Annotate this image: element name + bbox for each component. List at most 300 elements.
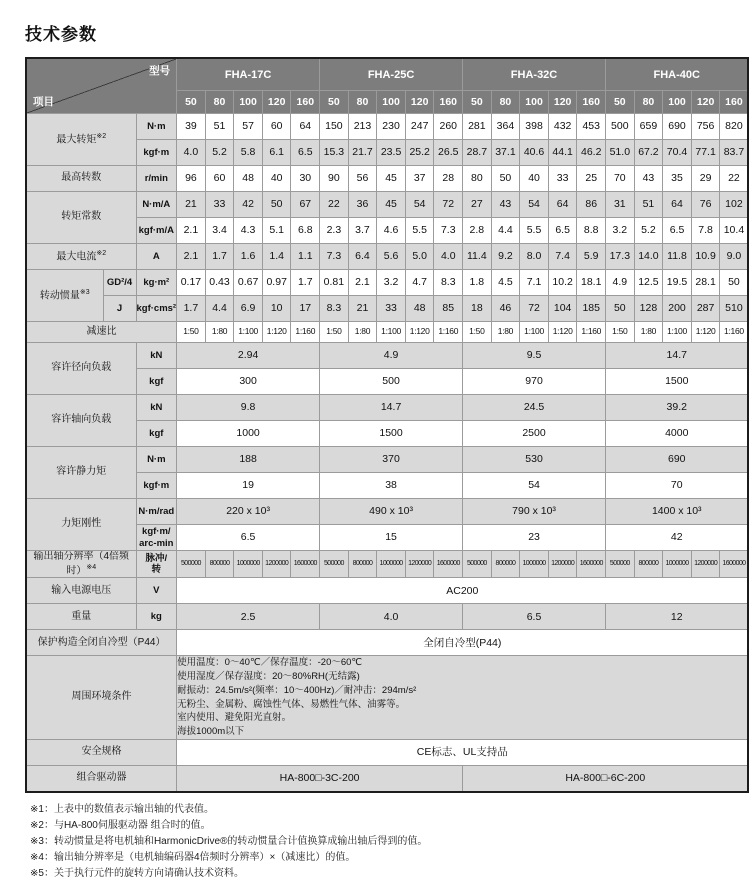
ratio-header: 160 bbox=[434, 91, 463, 114]
spec-cell: 185 bbox=[577, 296, 606, 322]
ratio-header: 80 bbox=[348, 91, 377, 114]
row-label: 容许轴向负载 bbox=[26, 395, 136, 447]
spec-cell: 1200000 bbox=[548, 551, 577, 578]
spec-cell: 42 bbox=[606, 525, 749, 551]
spec-cell: 19.5 bbox=[663, 270, 692, 296]
row-unit: kgf·m/A bbox=[136, 218, 177, 244]
footnote-3: ※3：转动惯量是将电机轴和HarmonicDrive®的转动惯量合计值换算成输出轴后得到的值。 bbox=[30, 835, 428, 847]
row-sublabel: J bbox=[103, 296, 136, 322]
spec-cell: 14.7 bbox=[606, 343, 749, 369]
row-unit: N·m bbox=[136, 114, 177, 140]
spec-cell: 23 bbox=[463, 525, 606, 551]
spec-cell: 25.2 bbox=[405, 140, 434, 166]
spec-cell: 2.1 bbox=[177, 218, 206, 244]
spec-cell: 29 bbox=[691, 166, 720, 192]
spec-cell: 1:80 bbox=[348, 322, 377, 343]
corner-model-label: 型号 bbox=[149, 65, 171, 77]
spec-cell: 1500 bbox=[606, 369, 749, 395]
row-unit: kgf·m bbox=[136, 140, 177, 166]
spec-cell: 690 bbox=[606, 447, 749, 473]
spec-cell: 57 bbox=[234, 114, 263, 140]
row-unit: kgf bbox=[136, 369, 177, 395]
spec-cell: 5.2 bbox=[205, 140, 234, 166]
spec-cell: 1:160 bbox=[720, 322, 749, 343]
row-unit: r/min bbox=[136, 166, 177, 192]
spec-cell: 72 bbox=[434, 192, 463, 218]
ratio-header: 50 bbox=[320, 91, 349, 114]
spec-cell: 6.8 bbox=[291, 218, 320, 244]
spec-cell: 6.5 bbox=[548, 218, 577, 244]
spec-cell: 4.9 bbox=[320, 343, 463, 369]
spec-cell: 1000000 bbox=[377, 551, 406, 578]
row-label: 容许径向负载 bbox=[26, 343, 136, 395]
ratio-header: 50 bbox=[177, 91, 206, 114]
row-unit: kgf·m bbox=[136, 473, 177, 499]
spec-cell: 500000 bbox=[606, 551, 635, 578]
spec-cell: 0.17 bbox=[177, 270, 206, 296]
spec-cell: 1:100 bbox=[520, 322, 549, 343]
spec-cell: 188 bbox=[177, 447, 320, 473]
row-unit: kgf·m/ arc-min bbox=[136, 525, 177, 551]
spec-cell: 24.5 bbox=[463, 395, 606, 421]
spec-cell: 10.4 bbox=[720, 218, 749, 244]
spec-cell: 510 bbox=[720, 296, 749, 322]
row-unit: N·m/A bbox=[136, 192, 177, 218]
spec-cell: 1:100 bbox=[234, 322, 263, 343]
spec-cell: 150 bbox=[320, 114, 349, 140]
spec-cell: 4.7 bbox=[405, 270, 434, 296]
spec-cell: 48 bbox=[234, 166, 263, 192]
ratio-header: 80 bbox=[205, 91, 234, 114]
spec-cell: 19 bbox=[177, 473, 320, 499]
spec-cell: 128 bbox=[634, 296, 663, 322]
spec-cell: 2.3 bbox=[320, 218, 349, 244]
spec-cell: 7.1 bbox=[520, 270, 549, 296]
spec-cell: 1:80 bbox=[491, 322, 520, 343]
spec-cell: 17 bbox=[291, 296, 320, 322]
spec-cell: 2.1 bbox=[348, 270, 377, 296]
spec-cell: 4.4 bbox=[205, 296, 234, 322]
spec-cell: 659 bbox=[634, 114, 663, 140]
spec-cell: 490 x 10³ bbox=[320, 499, 463, 525]
row-unit: kgf bbox=[136, 421, 177, 447]
spec-cell: 7.3 bbox=[320, 244, 349, 270]
spec-cell: 40 bbox=[262, 166, 291, 192]
spec-cell: 76 bbox=[691, 192, 720, 218]
spec-cell: 46.2 bbox=[577, 140, 606, 166]
spec-cell: 5.5 bbox=[520, 218, 549, 244]
spec-cell: 39.2 bbox=[606, 395, 749, 421]
spec-cell: 1.7 bbox=[291, 270, 320, 296]
spec-cell: 12.5 bbox=[634, 270, 663, 296]
spec-cell: 21.7 bbox=[348, 140, 377, 166]
spec-cell: 45 bbox=[377, 192, 406, 218]
spec-cell: 1000000 bbox=[663, 551, 692, 578]
footnote-1: ※1：上表中的数值表示输出轴的代表值。 bbox=[30, 803, 214, 815]
spec-cell: 1:80 bbox=[205, 322, 234, 343]
spec-cell: 1:160 bbox=[577, 322, 606, 343]
spec-cell: 1.7 bbox=[205, 244, 234, 270]
row-label: 安全规格 bbox=[26, 739, 177, 765]
spec-cell: 21 bbox=[348, 296, 377, 322]
spec-cell: 27 bbox=[463, 192, 492, 218]
spec-cell: 36 bbox=[348, 192, 377, 218]
env-line: 室内使用、避免阳光直射。 bbox=[177, 712, 292, 724]
spec-cell: 1200000 bbox=[262, 551, 291, 578]
spec-cell: 3.2 bbox=[606, 218, 635, 244]
spec-cell: 6.5 bbox=[663, 218, 692, 244]
spec-cell: 60 bbox=[262, 114, 291, 140]
row-sublabel: GD²/4 bbox=[103, 270, 136, 296]
env-line: 海拔1000m以下 bbox=[177, 726, 245, 738]
spec-cell: 42 bbox=[234, 192, 263, 218]
spec-cell: 2.1 bbox=[177, 244, 206, 270]
spec-cell: 1:160 bbox=[434, 322, 463, 343]
model-header: FHA-25C bbox=[320, 58, 463, 91]
spec-cell: 33 bbox=[377, 296, 406, 322]
ratio-header: 160 bbox=[577, 91, 606, 114]
row-label: 输入电源电压 bbox=[26, 578, 136, 604]
spec-cell: CE标志、UL支持品 bbox=[177, 739, 749, 765]
spec-cell: 40 bbox=[520, 166, 549, 192]
spec-cell: 15.3 bbox=[320, 140, 349, 166]
row-label: 减速比 bbox=[26, 322, 177, 343]
row-unit: 脉冲/ 转 bbox=[136, 551, 177, 578]
spec-cell: 5.2 bbox=[634, 218, 663, 244]
spec-cell: 18 bbox=[463, 296, 492, 322]
spec-cell: 70.4 bbox=[663, 140, 692, 166]
spec-cell: 26.5 bbox=[434, 140, 463, 166]
spec-cell: 37 bbox=[405, 166, 434, 192]
row-unit: V bbox=[136, 578, 177, 604]
spec-cell: 1:160 bbox=[291, 322, 320, 343]
spec-cell: 6.4 bbox=[348, 244, 377, 270]
spec-cell: 11.8 bbox=[663, 244, 692, 270]
spec-cell: 1600000 bbox=[291, 551, 320, 578]
spec-cell: 64 bbox=[291, 114, 320, 140]
spec-cell: 70 bbox=[606, 473, 749, 499]
spec-cell: 1600000 bbox=[434, 551, 463, 578]
spec-cell: 790 x 10³ bbox=[463, 499, 606, 525]
ratio-header: 100 bbox=[377, 91, 406, 114]
spec-cell: 31 bbox=[606, 192, 635, 218]
spec-cell: 281 bbox=[463, 114, 492, 140]
ratio-header: 160 bbox=[291, 91, 320, 114]
spec-cell: 67.2 bbox=[634, 140, 663, 166]
row-unit: N·m bbox=[136, 447, 177, 473]
footnote-4: ※4：输出轴分辨率是（电机轴编码器4倍频时分辨率）×（减速比）的值。 bbox=[30, 851, 356, 863]
ratio-header: 80 bbox=[491, 91, 520, 114]
spec-cell: 1:100 bbox=[663, 322, 692, 343]
spec-cell: AC200 bbox=[177, 578, 749, 604]
spec-cell: 17.3 bbox=[606, 244, 635, 270]
spec-cell: 432 bbox=[548, 114, 577, 140]
spec-cell: 4.4 bbox=[491, 218, 520, 244]
ratio-header: 80 bbox=[634, 91, 663, 114]
row-unit: kN bbox=[136, 395, 177, 421]
env-line: 无粉尘、金属粉、腐蚀性气体、易燃性气体、油雾等。 bbox=[177, 698, 406, 710]
row-label: 转动惯量$^{※3}$ bbox=[26, 270, 103, 322]
row-label: 力矩刚性 bbox=[26, 499, 136, 551]
spec-cell: 820 bbox=[720, 114, 749, 140]
spec-cell: 12 bbox=[606, 604, 749, 630]
ratio-header: 120 bbox=[262, 91, 291, 114]
spec-cell: 364 bbox=[491, 114, 520, 140]
spec-cell: 800000 bbox=[491, 551, 520, 578]
model-header: FHA-32C bbox=[463, 58, 606, 91]
spec-cell: 72 bbox=[520, 296, 549, 322]
spec-cell: 43 bbox=[491, 192, 520, 218]
spec-cell: 6.5 bbox=[291, 140, 320, 166]
ratio-header: 160 bbox=[720, 91, 749, 114]
spec-cell: 1000 bbox=[177, 421, 320, 447]
spec-cell: 54 bbox=[463, 473, 606, 499]
spec-cell: 5.5 bbox=[405, 218, 434, 244]
spec-cell: 500 bbox=[320, 369, 463, 395]
spec-cell: 50 bbox=[606, 296, 635, 322]
spec-cell: 22 bbox=[320, 192, 349, 218]
row-unit: kgf·cms² bbox=[136, 296, 177, 322]
spec-cell: 5.1 bbox=[262, 218, 291, 244]
spec-cell: 0.43 bbox=[205, 270, 234, 296]
page-title: 技术参数 bbox=[25, 25, 97, 44]
spec-cell: 51.0 bbox=[606, 140, 635, 166]
spec-cell: 7.3 bbox=[434, 218, 463, 244]
spec-cell: 54 bbox=[405, 192, 434, 218]
spec-cell: 1:50 bbox=[606, 322, 635, 343]
row-label: 周围环境条件 bbox=[26, 656, 177, 740]
spec-cell: 1600000 bbox=[720, 551, 749, 578]
spec-cell: 247 bbox=[405, 114, 434, 140]
env-line: 使用湿度／保存湿度：20～80%RH(无结露) bbox=[177, 671, 360, 683]
spec-cell: 6.1 bbox=[262, 140, 291, 166]
footnotes bbox=[30, 802, 750, 882]
spec-cell: 33 bbox=[205, 192, 234, 218]
row-unit: A bbox=[136, 244, 177, 270]
spec-cell: HA-800□-6C-200 bbox=[463, 765, 749, 792]
spec-cell: 2.5 bbox=[177, 604, 320, 630]
spec-cell: 14.7 bbox=[320, 395, 463, 421]
spec-table-body bbox=[26, 114, 748, 792]
spec-cell: 60 bbox=[205, 166, 234, 192]
spec-cell: 4.0 bbox=[177, 140, 206, 166]
spec-cell: 64 bbox=[548, 192, 577, 218]
ratio-header: 120 bbox=[548, 91, 577, 114]
spec-cell: 1.7 bbox=[177, 296, 206, 322]
spec-cell: 1:120 bbox=[548, 322, 577, 343]
spec-cell: 756 bbox=[691, 114, 720, 140]
row-label: 组合驱动器 bbox=[26, 765, 177, 792]
spec-cell: 6.5 bbox=[177, 525, 320, 551]
spec-cell: 1.1 bbox=[291, 244, 320, 270]
spec-cell: 4.0 bbox=[320, 604, 463, 630]
spec-cell: 10.2 bbox=[548, 270, 577, 296]
env-line: 耐振动：24.5m/s²(频率：10～400Hz)／耐冲击：294m/s² bbox=[177, 684, 417, 696]
spec-cell: 50 bbox=[491, 166, 520, 192]
spec-cell: 4.6 bbox=[377, 218, 406, 244]
spec-cell: 8.8 bbox=[577, 218, 606, 244]
spec-cell: 1:120 bbox=[691, 322, 720, 343]
spec-cell: 1:50 bbox=[177, 322, 206, 343]
spec-cell: 300 bbox=[177, 369, 320, 395]
row-unit: N·m/rad bbox=[136, 499, 177, 525]
spec-cell: 9.0 bbox=[720, 244, 749, 270]
spec-cell: 51 bbox=[634, 192, 663, 218]
spec-cell: 500000 bbox=[320, 551, 349, 578]
spec-cell: 48 bbox=[405, 296, 434, 322]
spec-cell: 67 bbox=[291, 192, 320, 218]
spec-cell: 6.5 bbox=[463, 604, 606, 630]
row-label: 容许静力矩 bbox=[26, 447, 136, 499]
spec-cell: 4.3 bbox=[234, 218, 263, 244]
ratio-header: 100 bbox=[520, 91, 549, 114]
spec-cell: 4.0 bbox=[434, 244, 463, 270]
spec-cell: 200 bbox=[663, 296, 692, 322]
spec-cell: 5.8 bbox=[234, 140, 263, 166]
spec-cell: 370 bbox=[320, 447, 463, 473]
spec-cell: 230 bbox=[377, 114, 406, 140]
spec-cell: 690 bbox=[663, 114, 692, 140]
spec-cell: 全闭自冷型(P44) bbox=[177, 630, 749, 656]
spec-cell: 11.4 bbox=[463, 244, 492, 270]
ratio-header: 50 bbox=[463, 91, 492, 114]
spec-cell: 33 bbox=[548, 166, 577, 192]
spec-cell: 38 bbox=[320, 473, 463, 499]
spec-cell: 1200000 bbox=[405, 551, 434, 578]
ratio-header: 120 bbox=[691, 91, 720, 114]
spec-cell: 102 bbox=[720, 192, 749, 218]
spec-cell: 86 bbox=[577, 192, 606, 218]
spec-cell: 25 bbox=[577, 166, 606, 192]
spec-cell: 398 bbox=[520, 114, 549, 140]
spec-cell: 45 bbox=[377, 166, 406, 192]
spec-cell: 287 bbox=[691, 296, 720, 322]
spec-cell: 85 bbox=[434, 296, 463, 322]
spec-cell: 22 bbox=[720, 166, 749, 192]
spec-cell: 50 bbox=[720, 270, 749, 296]
row-label: 最大电流$^{※2}$ bbox=[26, 244, 136, 270]
spec-cell: 2500 bbox=[463, 421, 606, 447]
spec-cell: 83.7 bbox=[720, 140, 749, 166]
spec-cell bbox=[177, 656, 749, 740]
spec-cell: 5.0 bbox=[405, 244, 434, 270]
spec-cell: 1400 x 10³ bbox=[606, 499, 749, 525]
spec-cell: 1000000 bbox=[234, 551, 263, 578]
spec-cell: 213 bbox=[348, 114, 377, 140]
spec-cell: 1.4 bbox=[262, 244, 291, 270]
spec-cell: 5.9 bbox=[577, 244, 606, 270]
spec-cell: 6.9 bbox=[234, 296, 263, 322]
spec-cell: 10.9 bbox=[691, 244, 720, 270]
spec-cell: 530 bbox=[463, 447, 606, 473]
spec-cell: 4000 bbox=[606, 421, 749, 447]
row-label: 保护构造全闭自冷型（P44） bbox=[26, 630, 177, 656]
spec-cell: 54 bbox=[520, 192, 549, 218]
spec-cell: 800000 bbox=[205, 551, 234, 578]
spec-cell: 2.8 bbox=[463, 218, 492, 244]
spec-cell: 970 bbox=[463, 369, 606, 395]
spec-cell: 500000 bbox=[463, 551, 492, 578]
spec-cell: 7.8 bbox=[691, 218, 720, 244]
spec-cell: 8.3 bbox=[320, 296, 349, 322]
footnote-2: ※2：与HA-800伺服驱动器 组合时的值。 bbox=[30, 819, 211, 831]
ratio-header: 120 bbox=[405, 91, 434, 114]
spec-cell: 51 bbox=[205, 114, 234, 140]
row-label: 重量 bbox=[26, 604, 136, 630]
spec-cell: 37.1 bbox=[491, 140, 520, 166]
spec-cell: 220 x 10³ bbox=[177, 499, 320, 525]
spec-cell: 3.7 bbox=[348, 218, 377, 244]
spec-cell: 1000000 bbox=[520, 551, 549, 578]
row-label: 转矩常数 bbox=[26, 192, 136, 244]
spec-cell: 80 bbox=[463, 166, 492, 192]
spec-cell: 0.81 bbox=[320, 270, 349, 296]
row-label: 最高转数 bbox=[26, 166, 136, 192]
ratio-header: 50 bbox=[606, 91, 635, 114]
spec-cell: 1600000 bbox=[577, 551, 606, 578]
spec-cell: 77.1 bbox=[691, 140, 720, 166]
spec-cell: 56 bbox=[348, 166, 377, 192]
spec-cell: 35 bbox=[663, 166, 692, 192]
spec-cell: 5.6 bbox=[377, 244, 406, 270]
spec-cell: 1.8 bbox=[463, 270, 492, 296]
spec-cell: 28.1 bbox=[691, 270, 720, 296]
spec-cell: 1.6 bbox=[234, 244, 263, 270]
spec-cell: 9.8 bbox=[177, 395, 320, 421]
spec-cell: 44.1 bbox=[548, 140, 577, 166]
spec-table bbox=[25, 57, 749, 793]
corner-item-label: 项目 bbox=[33, 96, 54, 108]
corner-cell bbox=[26, 58, 177, 114]
row-unit: kg bbox=[136, 604, 177, 630]
spec-cell: 10 bbox=[262, 296, 291, 322]
spec-cell: 50 bbox=[262, 192, 291, 218]
spec-cell: 9.2 bbox=[491, 244, 520, 270]
spec-cell: 1:120 bbox=[262, 322, 291, 343]
spec-cell: 0.97 bbox=[262, 270, 291, 296]
spec-cell: 1:80 bbox=[634, 322, 663, 343]
spec-cell: 23.5 bbox=[377, 140, 406, 166]
row-label: 输出轴分辨率（4倍频时）$^{※4}$ bbox=[26, 551, 136, 578]
spec-cell: 14.0 bbox=[634, 244, 663, 270]
footnote-5: ※5：关于执行元件的旋转方向请确认技术资料。 bbox=[30, 867, 244, 879]
spec-cell: 64 bbox=[663, 192, 692, 218]
spec-cell: 800000 bbox=[634, 551, 663, 578]
spec-cell: 4.9 bbox=[606, 270, 635, 296]
spec-cell: 18.1 bbox=[577, 270, 606, 296]
spec-cell: 1500 bbox=[320, 421, 463, 447]
row-label: 最大转矩$^{※2}$ bbox=[26, 114, 136, 166]
row-unit: kg·m² bbox=[136, 270, 177, 296]
spec-cell: 500000 bbox=[177, 551, 206, 578]
spec-cell: HA-800□-3C-200 bbox=[177, 765, 463, 792]
spec-cell: 1:100 bbox=[377, 322, 406, 343]
spec-cell: 1:120 bbox=[405, 322, 434, 343]
spec-cell: 2.94 bbox=[177, 343, 320, 369]
spec-cell: 800000 bbox=[348, 551, 377, 578]
spec-cell: 104 bbox=[548, 296, 577, 322]
spec-cell: 15 bbox=[320, 525, 463, 551]
spec-cell: 96 bbox=[177, 166, 206, 192]
ratio-header: 100 bbox=[663, 91, 692, 114]
spec-cell: 500 bbox=[606, 114, 635, 140]
spec-cell: 260 bbox=[434, 114, 463, 140]
model-header: FHA-40C bbox=[606, 58, 749, 91]
spec-cell: 40.6 bbox=[520, 140, 549, 166]
model-header: FHA-17C bbox=[177, 58, 320, 91]
spec-cell: 453 bbox=[577, 114, 606, 140]
spec-cell: 28.7 bbox=[463, 140, 492, 166]
